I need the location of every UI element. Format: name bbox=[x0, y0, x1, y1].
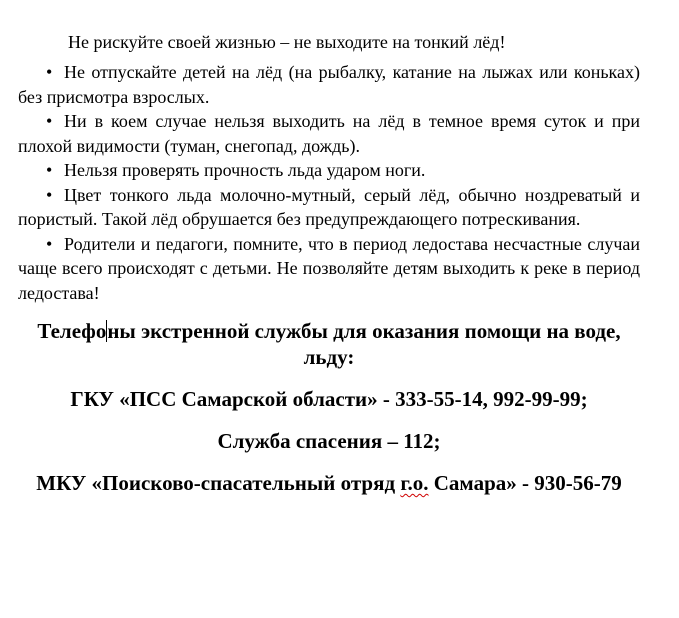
bullet-text: Не отпускайте детей на лёд (на рыбалку, катание на лыжах или коньках) без присмотра взрослых. bbox=[18, 62, 640, 107]
heading-text-start: Телефо bbox=[37, 319, 107, 343]
bullet-item-2 bbox=[18, 109, 640, 158]
bullet-text: Цвет тонкого льда молочно-мутный, серый лёд, обычно ноздреватый и пористый. Такой лёд обрушается без предупреждающего потрескивания. bbox=[18, 184, 640, 229]
mku-text-start: МКУ «Поисково-спасательный отряд bbox=[36, 471, 401, 495]
document-title: Не рискуйте своей жизнью – не выходите на тонкий лёд! bbox=[68, 32, 506, 52]
bullet-item-1 bbox=[18, 60, 640, 109]
bullet-item-4 bbox=[18, 183, 640, 232]
rescue-service-line: Служба спасения – 112; bbox=[217, 429, 441, 453]
gku-pss-phone-line: ГКУ «ПСС Самарской области» - 333-55-14, 992-99-99; bbox=[70, 387, 588, 411]
bullet-marker: • bbox=[46, 233, 53, 254]
emergency-phones-heading[interactable] bbox=[18, 318, 640, 370]
mku-rescue-team-line bbox=[18, 470, 640, 496]
spellcheck-marked-word[interactable]: г.о. bbox=[400, 471, 429, 495]
bullet-text: Ни в коем случае нельзя выходить на лёд в темное время суток и при плохой видимости (туман, снегопад, дождь). bbox=[18, 111, 640, 156]
bullet-item-5 bbox=[18, 232, 640, 306]
bullet-marker: • bbox=[46, 111, 53, 131]
bullet-item-3 bbox=[18, 158, 640, 183]
bullet-marker: • bbox=[46, 62, 53, 82]
mku-text-end: Самара» - 930-56-79 bbox=[428, 471, 622, 495]
bullet-text: Родители и педагоги, помните, что в период ледостава несчастные случаи чаще всего происходят с детьми. Не позволяйте детям выходить к реке в период ледостава! bbox=[18, 233, 640, 303]
heading-text-end: ны экстренной службы для оказания помощи на воде, льду: bbox=[107, 319, 621, 369]
document-page bbox=[18, 30, 640, 496]
bullet-marker: • bbox=[46, 160, 53, 180]
bullet-text: Нельзя проверять прочность льда ударом ноги. bbox=[64, 160, 426, 180]
bullet-marker: • bbox=[46, 184, 53, 205]
